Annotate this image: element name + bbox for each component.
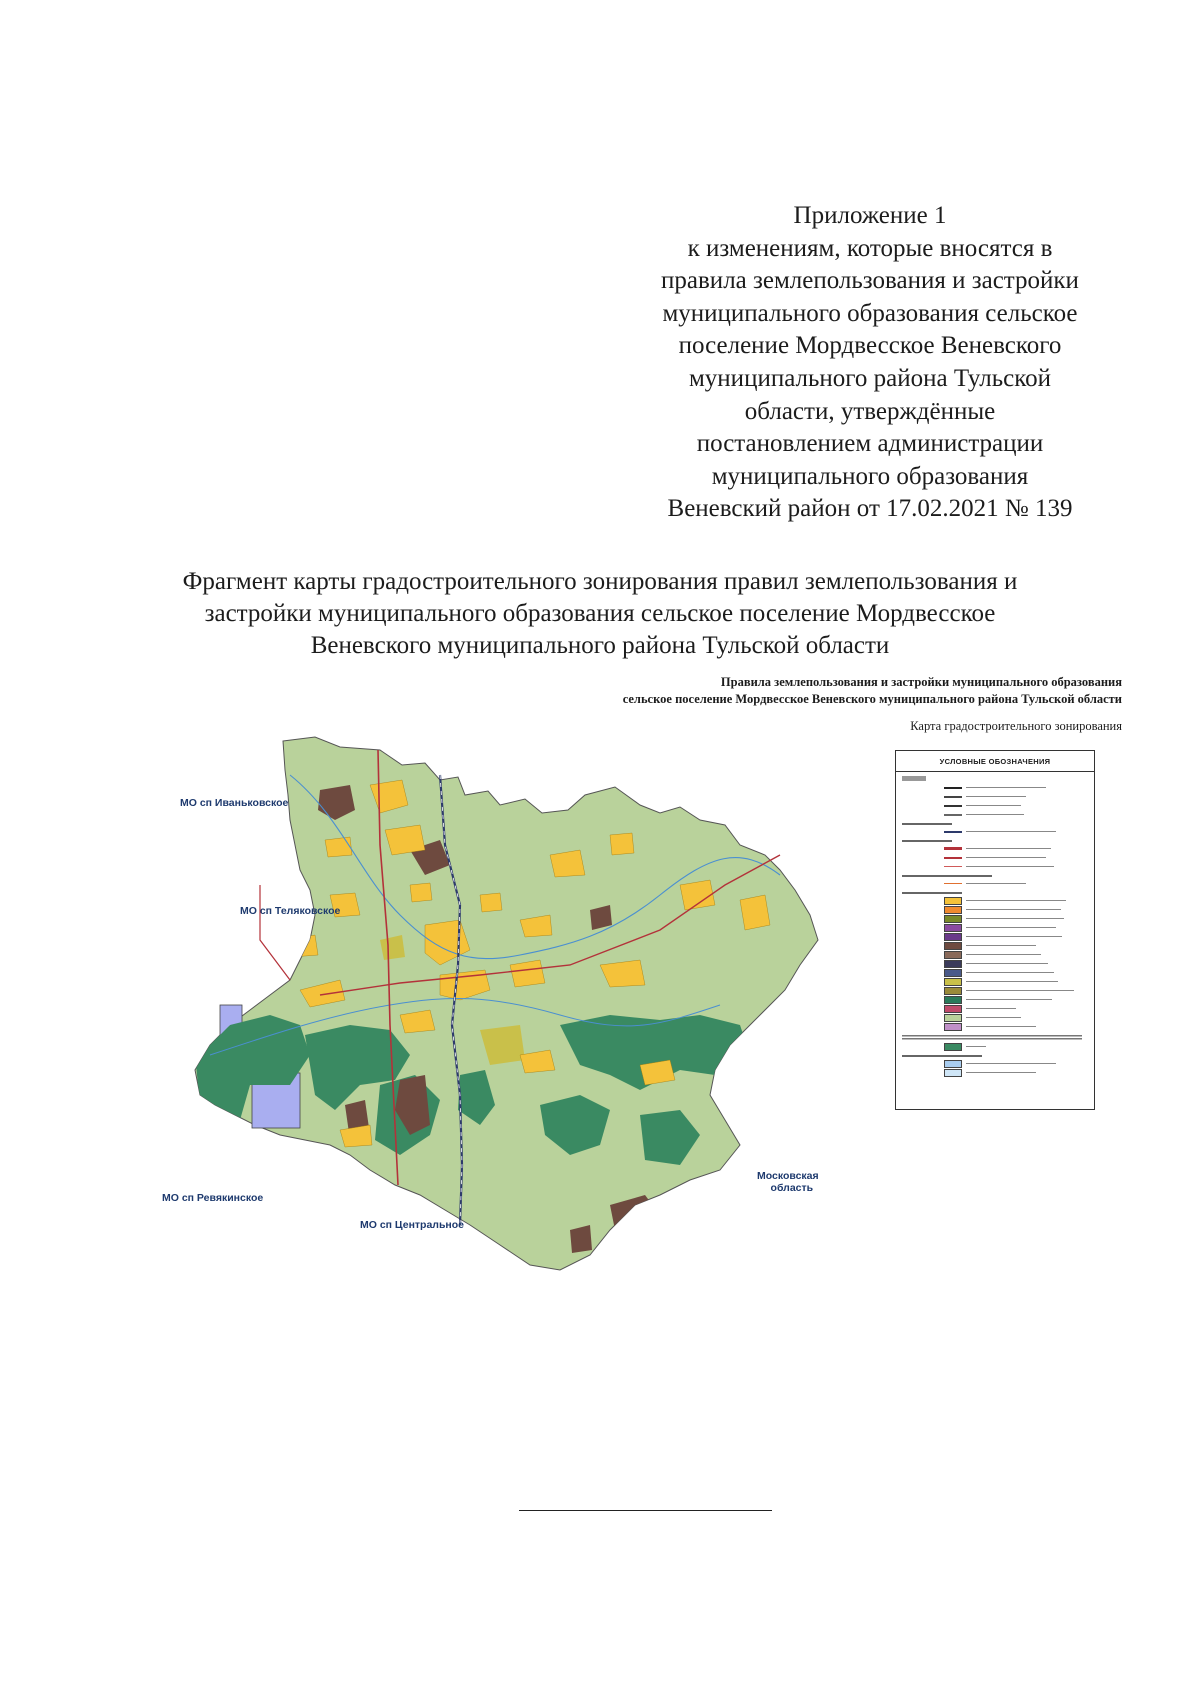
legend-body	[896, 776, 1094, 1077]
legend-row	[944, 853, 1094, 862]
production-zone	[570, 1225, 592, 1253]
residential-zone	[410, 883, 432, 902]
legend-row	[944, 783, 1094, 792]
legend-row	[944, 801, 1094, 810]
legend-section-bar	[902, 892, 962, 894]
legend-row	[944, 914, 1094, 923]
bottom-rule	[519, 1510, 772, 1511]
neighbor-label-ivankovskoe: МО сп Иваньковское	[180, 797, 289, 809]
fragment-title-line: Веневского муниципального района Тульской области	[310, 632, 890, 659]
appendix-line: муниципального района Тульской	[688, 364, 1052, 392]
neighbor-label-moscow-line: область	[770, 1182, 814, 1194]
residential-zone	[325, 837, 352, 857]
legend-row	[944, 950, 1094, 959]
legend-row	[944, 862, 1094, 871]
neighbor-label-moscow-line: Московская	[757, 1170, 819, 1182]
appendix-line: поселение Мордвесское Веневского	[678, 332, 1062, 360]
appendix-line: постановлением администрации	[696, 430, 1044, 458]
residential-zone	[510, 960, 545, 987]
legend-row	[944, 1004, 1094, 1013]
legend-row	[944, 995, 1094, 1004]
fragment-title-line: застройки муниципального образования сельское поселение Мордвесское	[204, 600, 996, 627]
appendix-line: Приложение 1	[793, 202, 947, 229]
legend-row	[944, 932, 1094, 941]
appendix-line: Веневский район от 17.02.2021 № 139	[667, 495, 1073, 523]
appendix-block	[610, 200, 1130, 526]
map-subtitle: Карта градостроительного зонирования	[910, 719, 1122, 733]
legend-row	[944, 844, 1094, 853]
legend-row	[944, 905, 1094, 914]
zoning-map	[140, 725, 890, 1345]
road	[260, 885, 290, 980]
neighbor-label-telyakovskoe: МО сп Теляковское	[240, 905, 341, 917]
legend-row	[944, 923, 1094, 932]
legend-row	[944, 810, 1094, 819]
territory-base	[195, 737, 818, 1270]
fragment-title	[0, 566, 1200, 662]
neighbor-label-tsentralnoe: МО сп Центральное	[360, 1219, 465, 1231]
neighbor-label-revyakinskoe: МО сп Ревякинское	[162, 1192, 264, 1204]
appendix-line: муниципального образования сельское	[662, 299, 1078, 327]
map-header-line: сельское поселение Мордвесское Веневского муниципального района Тульской области	[622, 692, 1122, 706]
residential-zone	[385, 825, 425, 855]
residential-zone	[550, 850, 585, 877]
residential-zone	[290, 935, 318, 957]
legend-row	[944, 941, 1094, 950]
legend-row	[944, 1059, 1094, 1068]
legend-section-bar	[902, 1055, 982, 1057]
neighbor-label-moscow	[757, 1170, 819, 1194]
legend-row	[944, 827, 1094, 836]
legend-section-bar	[902, 1035, 1082, 1040]
legend-row	[944, 977, 1094, 986]
residential-zone	[740, 895, 770, 930]
legend-section-bar	[902, 776, 926, 781]
residential-zone	[610, 833, 634, 855]
residential-zone	[480, 893, 502, 912]
legend-row	[944, 879, 1094, 888]
fragment-title-line: Фрагмент карты градостроительного зонирования правил землепользования и	[182, 568, 1018, 595]
appendix-line: к изменениям, которые вносятся в	[687, 234, 1053, 262]
map-legend	[895, 750, 1095, 1110]
map-header-line: Правила землепользования и застройки муниципального образования	[720, 675, 1122, 689]
appendix-line: правила землепользования и застройки	[661, 267, 1079, 295]
legend-section-bar	[902, 840, 952, 842]
appendix-line: области, утверждённые	[744, 397, 996, 425]
legend-title: УСЛОВНЫЕ ОБОЗНАЧЕНИЯ	[896, 751, 1094, 772]
legend-row	[944, 968, 1094, 977]
legend-row	[944, 1042, 1094, 1051]
legend-row	[944, 986, 1094, 995]
legend-section-bar	[902, 875, 992, 877]
residential-zone	[250, 960, 285, 983]
legend-row	[944, 1022, 1094, 1031]
legend-row	[944, 896, 1094, 905]
legend-row	[944, 1013, 1094, 1022]
appendix-line: муниципального образования	[711, 462, 1029, 490]
legend-row	[944, 1068, 1094, 1077]
legend-row	[944, 792, 1094, 801]
legend-section-bar	[902, 823, 952, 825]
map-header	[623, 674, 1122, 708]
legend-row	[944, 959, 1094, 968]
